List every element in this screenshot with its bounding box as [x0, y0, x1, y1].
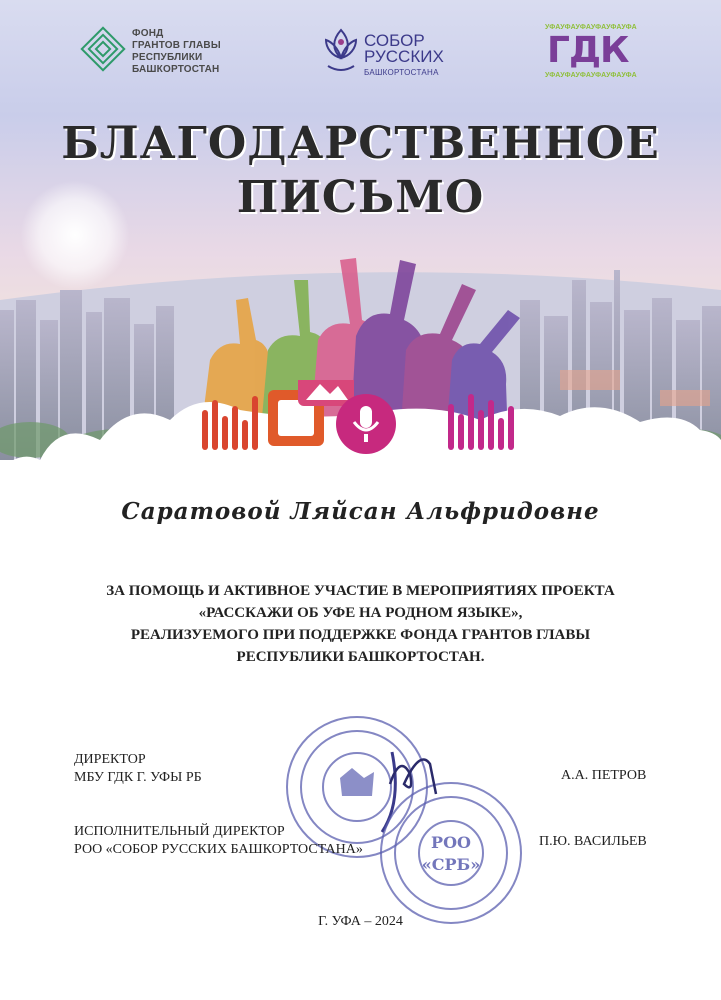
- sobor-region: БАШКОРТОСТАНА: [364, 68, 439, 77]
- gdk-logo: [545, 24, 637, 82]
- lotus-emblem-icon: [322, 26, 360, 78]
- roo-stamp-sub: «СРБ»: [421, 855, 481, 874]
- reason-line: РЕСПУБЛИКИ БАШКОРТОСТАН.: [236, 649, 485, 665]
- reason-line: РЕАЛИЗУЕМОГО ПРИ ПОДДЕРЖКЕ ФОНДА ГРАНТОВ ГЛАВЫ: [130, 627, 591, 643]
- executive-position: [74, 823, 363, 859]
- sobor-russkih-logo: [322, 26, 462, 82]
- sound-wave-illustration: [198, 380, 528, 460]
- gdk-letters: ГДК: [547, 30, 629, 71]
- page-title-line-1: БЛАГОДАРСТВЕННОЕ: [61, 118, 660, 169]
- gdk-strip-top: УФАУФАУФАУФАУФАУФА: [545, 24, 637, 31]
- executive-org: РОО «СОБОР РУССКИХ БАШКОРТОСТАНА»: [74, 842, 363, 857]
- fond-emblem-icon: [80, 26, 126, 72]
- recipient-name: Саратовой Ляйсан Альфридовне: [121, 498, 600, 525]
- director-signature: [380, 744, 450, 804]
- fond-line: ГРАНТОВ ГЛАВЫ: [132, 40, 221, 51]
- fond-line: БАШКОРТОСТАН: [132, 64, 220, 75]
- gdk-strip-bottom: УФАУФАУФАУФАУФАУФА: [545, 72, 637, 79]
- sobor-subtitle: РУССКИХ: [364, 47, 444, 66]
- director-position: [74, 751, 202, 787]
- executive-name: П.Ю. ВАСИЛЬЕВ: [539, 834, 647, 849]
- fond-line: РЕСПУБЛИКИ: [132, 52, 203, 63]
- city-year: Г. УФА – 2024: [318, 914, 403, 929]
- roo-stamp-text: РОО: [431, 833, 471, 852]
- director-name: А.А. ПЕТРОВ: [561, 768, 647, 783]
- reason-line: ЗА ПОМОЩЬ И АКТИВНОЕ УЧАСТИЕ В МЕРОПРИЯТИЯХ ПРОЕКТА: [106, 583, 615, 599]
- reason-line: «РАССКАЖИ ОБ УФЕ НА РОДНОМ ЯЗЫКЕ»,: [198, 605, 523, 621]
- director-org: МБУ ГДК Г. УФЫ РБ: [74, 770, 202, 785]
- executive-title: ИСПОЛНИТЕЛЬНЫЙ ДИРЕКТОР: [74, 824, 285, 839]
- page-title-line-2: ПИСЬМО: [236, 172, 485, 223]
- fond-grantov-logo: [80, 24, 240, 84]
- fond-line: ФОНД: [132, 28, 164, 39]
- sobor-title: СОБОР: [364, 31, 425, 50]
- director-title: ДИРЕКТОР: [74, 752, 146, 767]
